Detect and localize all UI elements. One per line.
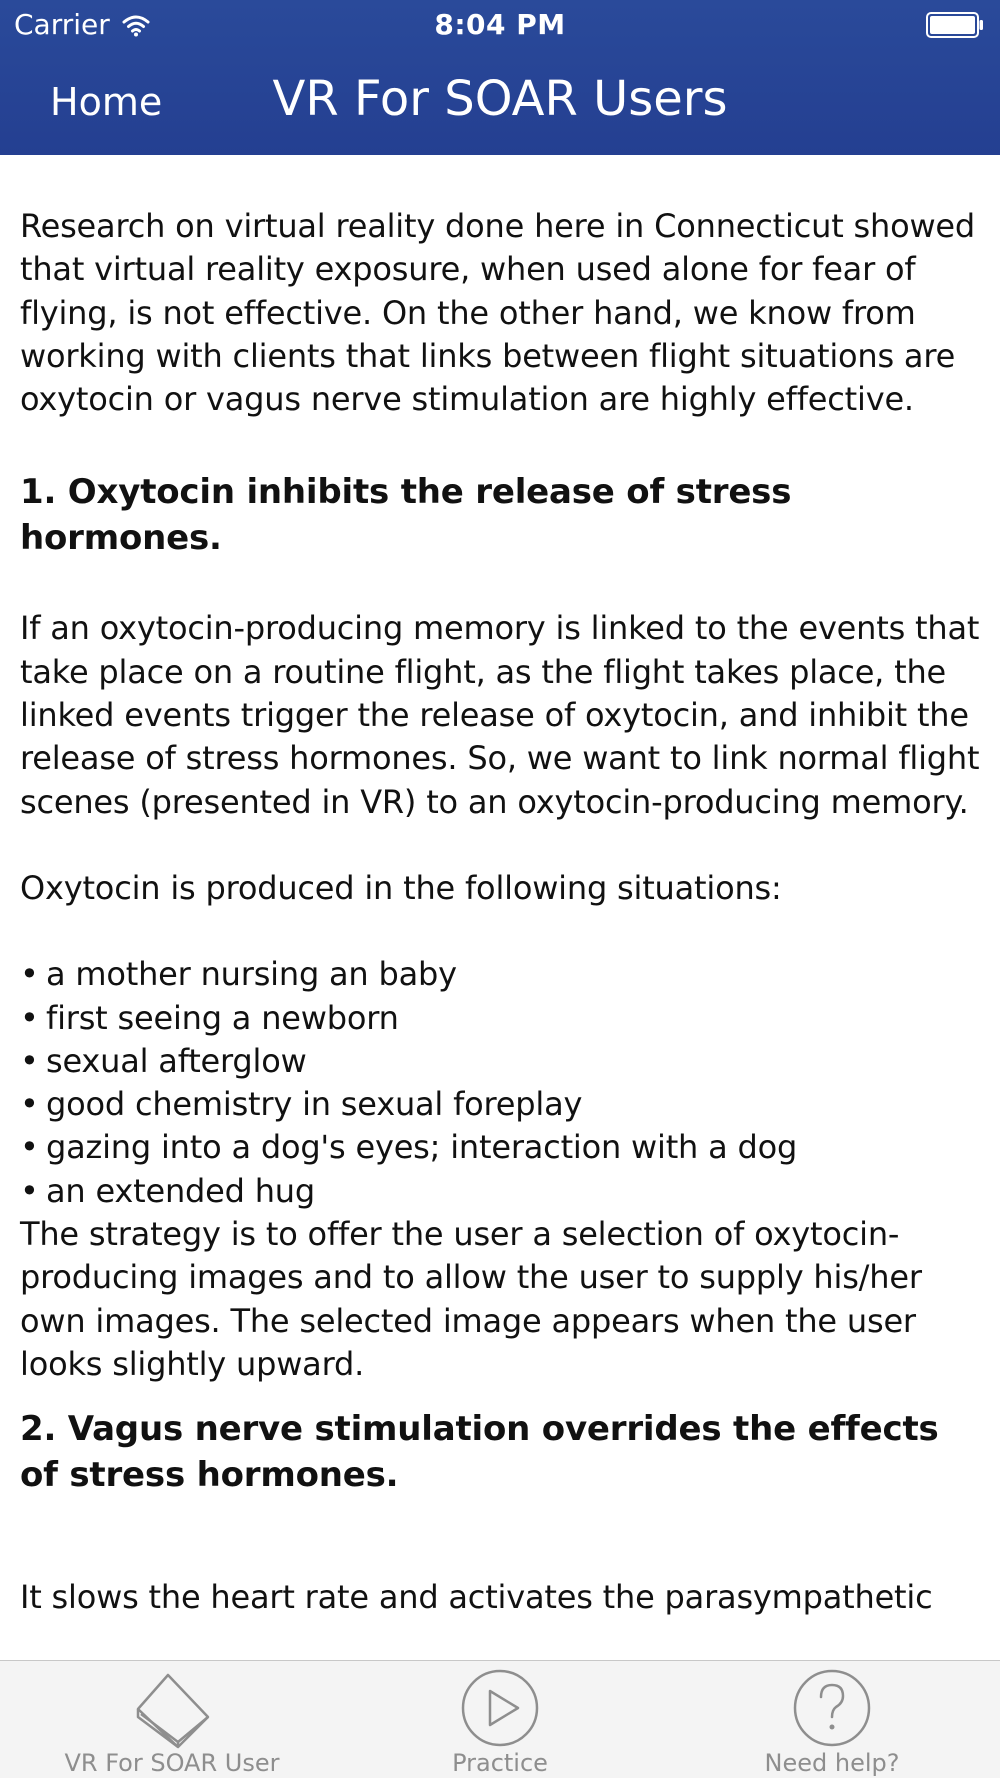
oxytocin-situations-intro: Oxytocin is produced in the following situations: [20, 868, 782, 907]
list-item: • an extended hug [20, 1171, 316, 1210]
app-header [0, 0, 1000, 155]
battery-icon [926, 12, 984, 38]
tab-need-help[interactable] [732, 1661, 932, 1779]
question-icon [790, 1667, 874, 1749]
tab-label: Need help? [764, 1749, 900, 1777]
intro-paragraph: Research on virtual reality done here in Connecticut showed that virtual reality exposure, when used alone for fear of flying, is not effective. On the other hand, we know from working with clients that links between flight situations are oxytocin or vagus nerve stimulation are highly effective. [20, 207, 976, 419]
play-icon [458, 1667, 542, 1749]
tab-practice[interactable] [400, 1661, 600, 1779]
status-bar [0, 0, 1000, 50]
section-heading-oxytocin: 1. Oxytocin inhibits the release of stress hormones. [20, 472, 792, 559]
tab-vr-for-soar-user[interactable] [52, 1661, 292, 1779]
tab-label: VR For SOAR User [64, 1749, 280, 1777]
book-icon [130, 1667, 214, 1749]
navigation-bar [0, 50, 1000, 155]
strategy-paragraph: The strategy is to offer the user a selection of oxytocin-producing images and to allow the user to supply his/her own images. The selected image appears when the user looks slightly upward. [20, 1215, 922, 1383]
tab-label: Practice [452, 1749, 548, 1777]
oxytocin-paragraph: If an oxytocin-producing memory is linked to the events that take place on a routine flight, as the flight takes place, the linked events trigger the release of oxytocin, and inhibit the release of stress hormones. So, we want to link normal flight scenes (presented in VR) to an oxytocin-producing memory. [20, 609, 980, 821]
oxytocin-situations-list [20, 953, 980, 1213]
vagus-paragraph: It slows the heart rate and activates the parasympathetic [20, 1578, 933, 1617]
status-time: 8:04 PM [434, 8, 566, 41]
home-back-button[interactable]: Home [50, 80, 163, 124]
section-heading-vagus: 2. Vagus nerve stimulation overrides the effects of stress hormones. [20, 1409, 939, 1496]
page-title: VR For SOAR Users [272, 71, 728, 127]
tab-bar [0, 1660, 1000, 1778]
list-item: • first seeing a newborn [20, 998, 399, 1037]
article-content[interactable] [0, 155, 1000, 1660]
list-item: • a mother nursing an baby [20, 955, 457, 994]
list-item: • gazing into a dog's eyes; interaction with a dog [20, 1128, 798, 1167]
list-item: • sexual afterglow [20, 1041, 307, 1080]
list-item: • good chemistry in sexual foreplay [20, 1085, 583, 1124]
carrier-label: Carrier [14, 8, 110, 41]
